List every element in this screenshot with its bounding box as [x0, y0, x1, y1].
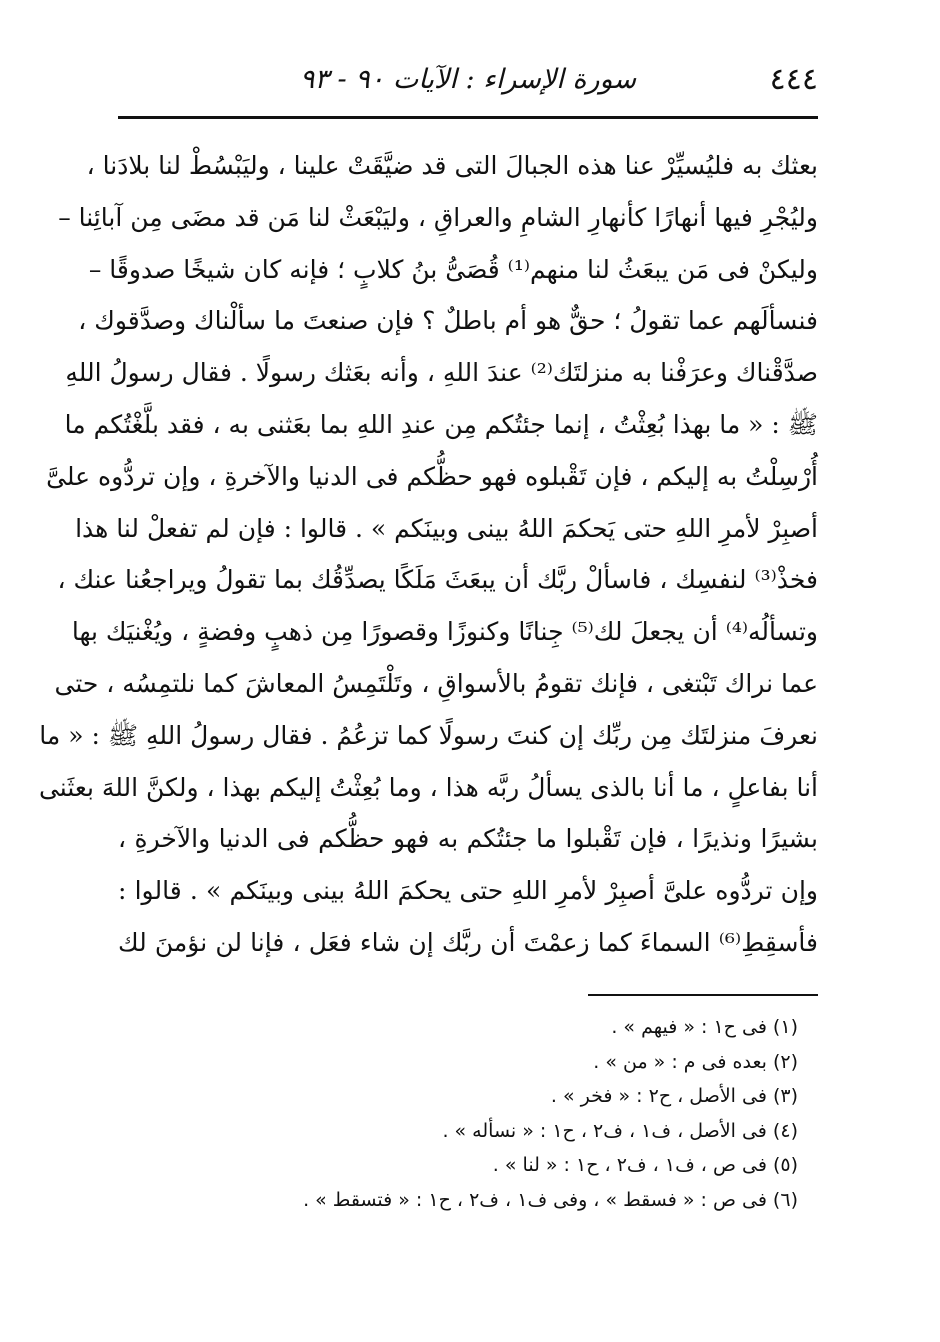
footnote: (١) فى ح١ : « فيهم » .	[611, 1016, 798, 1038]
text-line: أنا بفاعلٍ ، ما أنا بالذى يسألُ ربَّه هذا ، وما بُعِثْتُ إليكم بهذا ، ولكنَّ اللهَ بعثَنى	[38, 772, 818, 802]
text-line: نعرفَ منزلتَك مِن ربِّك إن كنتَ رسولًا كما تزعُمُ . فقال رسولُ اللهِ ﷺ : « ما	[39, 720, 818, 750]
text-line: وإن تردُّوه علىَّ أصبِرْ لأمرِ اللهِ حتى يحكمَ اللهُ بينى وبينَكم » . قالوا :	[118, 876, 818, 906]
footnotes	[118, 1010, 798, 1217]
text-line: فخذْ⁽³⁾ لنفسِك ، فاسألْ ربَّك أن يبعَثَ مَلَكًا يصدِّقُك بما تقولُ ويراجعُنا عنك ،	[57, 565, 818, 595]
text-line: أصبِرْ لأمرِ اللهِ حتى يَحكمَ اللهُ بينى وبينَكم » . قالوا : فإن لم تفعلْ لنا هذا	[75, 513, 818, 543]
footnote-rule	[588, 994, 818, 996]
text-line: وليُجْرِ فيها أنهارًا كأنهارِ الشامِ والعراقِ ، وليَبْعَثْ لنا مَن قد مضَى مِن آبائِنا –	[58, 202, 818, 232]
footnote: (٥) فى ص ، ف١ ، ف٢ ، ح١ : « لنا » .	[492, 1154, 798, 1176]
text-line: أُرْسِلْتُ به إليكم ، فإن تَقْبلوه فهو حظُّكم فى الدنيا والآخرةِ ، وإن تردُّوه علىَّ	[46, 461, 818, 491]
footnote: (٦) فى ص : « فسقط » ، وفى ف١ ، ف٢ ، ح١ : « فتسقط » .	[303, 1188, 798, 1211]
running-head: سورة الإسراء : الآيات ٩٠ - ٩٣	[299, 64, 637, 95]
text-line: فأسقِطِ⁽⁶⁾ السماءَ كما زعمْتَ أن ربَّك إن شاء فعَل ، فإنا لن نؤمنَ لك	[118, 927, 818, 957]
text-line: عما نراك تَبْتغى ، فإنك تقومُ بالأسواقِ ، وتَلْتَمِسُ المعاشَ كما نلتمِسُه ، حتى	[54, 668, 818, 698]
page-header	[118, 58, 818, 108]
body-text	[38, 140, 818, 969]
footnote: (٣) فى الأصل ، ح٢ : « فخر » .	[550, 1085, 798, 1107]
text-line: صدَّقْناك وعرَفْنا به منزلتَك⁽²⁾ عندَ اللهِ ، وأنه بعَثك رسولًا . فقال رسولُ اللهِ	[65, 358, 818, 388]
text-line: فنسألَهم عما تقولُ ؛ حقٌّ هو أم باطلٌ ؟ فإن صنعتَ ما سألْناك وصدَّقوك ،	[78, 306, 818, 336]
header-rule	[118, 116, 818, 119]
text-line: بشيرًا ونذيرًا ، فإن تَقْبلوا ما جئتُكم به فهو حظُّكم فى الدنيا والآخرةِ ،	[118, 824, 818, 854]
page-number: ٤٤٤	[769, 62, 818, 97]
footnote: (٤) فى الأصل ، ف١ ، ف٢ ، ح١ : « نسأله » .	[442, 1119, 798, 1142]
text-line: وليكنْ فى مَن يبعَثُ لنا منهم⁽¹⁾ قُصَىُّ بنُ كلابٍ ؛ فإنه كان شيخًا صدوقًا –	[88, 254, 818, 284]
text-line: ﷺ : « ما بهذا بُعِثْتُ ، إنما جئتُكم مِن عندِ اللهِ بما بعَثنى به ، فقد بلَّغْتُكم ما	[64, 409, 818, 439]
footnote: (٢) بعده فى م : « من » .	[593, 1050, 798, 1073]
text-line: وتسألُه⁽⁴⁾ أن يجعلَ لك⁽⁵⁾ جِنانًا وكنوزًا وقصورًا مِن ذهبٍ وفضةٍ ، ويُغْنيَك بها	[71, 617, 818, 647]
text-line: بعثك به فليُسيِّرْ عنا هذه الجبالَ التى قد ضيَّقَتْ علينا ، وليَبْسُطْ لنا بلادَنا ،	[86, 151, 818, 180]
